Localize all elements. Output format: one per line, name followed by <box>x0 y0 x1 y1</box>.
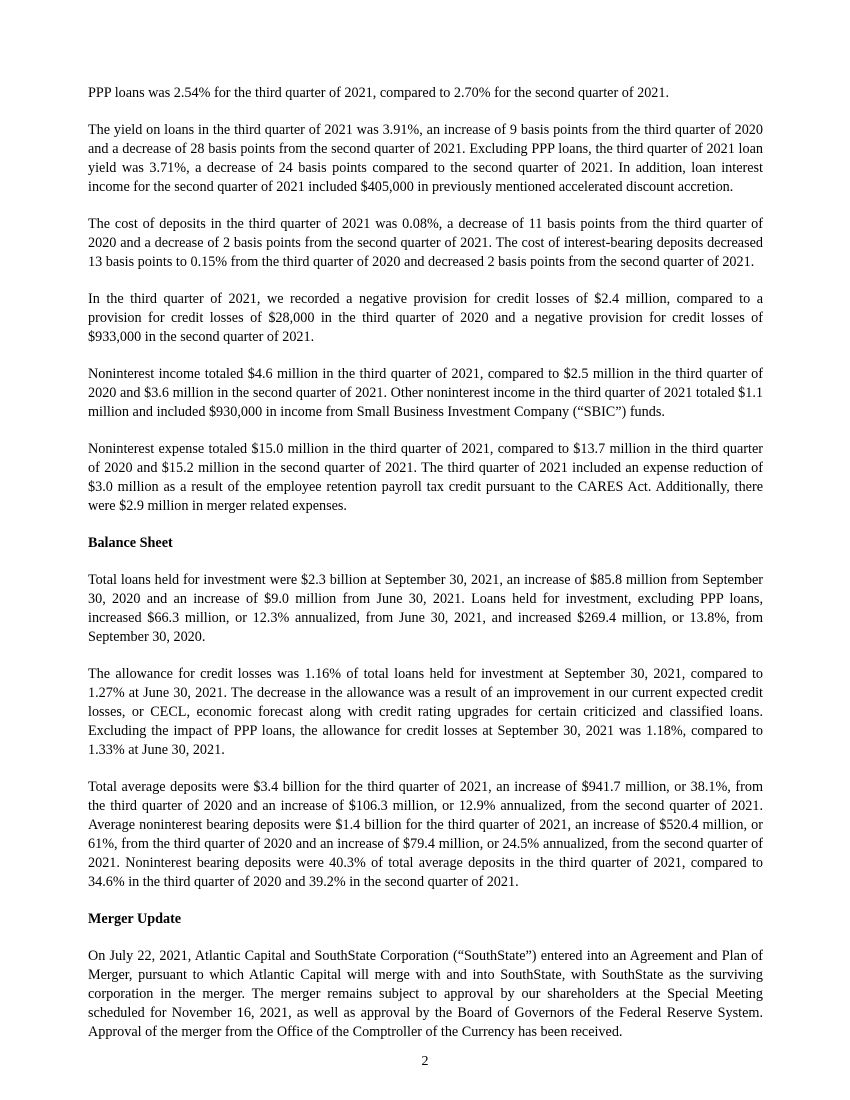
paragraph-allowance-credit-losses: The allowance for credit losses was 1.16% of total loans held for investment at September 30, 2021, compared to 1.27% at June 30, 2021. The decrease in the allowance was a result of an improvement in our current expected credit losses, or CECL, economic forecast along with credit rating upgrades for certain criticized and classified loans. Excluding the impact of PPP loans, the allowance for credit losses at September 30, 2021 was 1.18%, compared to 1.33% at June 30, 2021. <box>88 666 763 758</box>
paragraph-total-loans: Total loans held for investment were $2.3 billion at September 30, 2021, an increase of $85.8 million from September 30, 2020 and an increase of $9.0 million from June 30, 2021. Loans held for investment, excluding PPP loans, increased $66.3 million, or 12.3% annualized, from June 30, 2021, and increased $269.4 million, or 13.8%, from September 30, 2020. <box>88 572 763 645</box>
heading-merger-update: Merger Update <box>88 911 182 927</box>
paragraph-noninterest-expense: Noninterest expense totaled $15.0 million in the third quarter of 2021, compared to $13.7 million in the third quarter of 2020 and $15.2 million in the second quarter of 2021. The third quarter of 2021 included an expense reduction of $3.0 million as a result of the employee retention payroll tax credit pursuant to the CARES Act. Additionally, there were $2.9 million in merger related expenses. <box>88 441 763 514</box>
paragraph-loan-yield: The yield on loans in the third quarter of 2021 was 3.91%, an increase of 9 basis points from the third quarter of 2020 and a decrease of 28 basis points from the second quarter of 2021. Excluding PPP loans, the third quarter of 2021 loan yield was 3.71%, a decrease of 24 basis points compared to the second quarter of 2021. In addition, loan interest income for the second quarter of 2021 included $405,000 in previously mentioned accelerated discount accretion. <box>88 122 763 195</box>
paragraph-merger-agreement: On July 22, 2021, Atlantic Capital and SouthState Corporation (“SouthState”) entered into an Agreement and Plan of Merger, pursuant to which Atlantic Capital will merge with and into SouthState, with SouthState as the surviving corporation in the merger. The merger remains subject to approval by our shareholders at the Special Meeting scheduled for November 16, 2021, as well as approval by the Board of Governors of the Federal Reserve System. Approval of the merger from the Office of the Comptroller of the Currency has been received. <box>88 948 763 1040</box>
paragraph-average-deposits: Total average deposits were $3.4 billion for the third quarter of 2021, an increase of $941.7 million, or 38.1%, from the third quarter of 2020 and an increase of $106.3 million, or 12.9% annualized, from the second quarter of 2021. Average noninterest bearing deposits were $1.4 billion for the third quarter of 2021, an increase of $520.4 million, or 61%, from the third quarter of 2020 and an increase of $79.4 million, or 24.5% annualized, from the second quarter of 2021. Noninterest bearing deposits were 40.3% of total average deposits in the third quarter of 2021, compared to 34.6% in the third quarter of 2020 and 39.2% in the second quarter of 2021. <box>88 779 763 890</box>
paragraph-provision-credit-losses: In the third quarter of 2021, we recorded a negative provision for credit losses of $2.4 million, compared to a provision for credit losses of $28,000 in the third quarter of 2020 and a negative provision for credit losses of $933,000 in the second quarter of 2021. <box>88 291 763 345</box>
page-number: 2 <box>421 1054 429 1069</box>
paragraph-ppp-loans: PPP loans was 2.54% for the third quarter of 2021, compared to 2.70% for the second quarter of 2021. <box>88 85 670 101</box>
paragraph-cost-of-deposits: The cost of deposits in the third quarter of 2021 was 0.08%, a decrease of 11 basis points from the third quarter of 2020 and a decrease of 2 basis points from the second quarter of 2021. The cost of interest-bearing deposits decreased 13 basis points to 0.15% from the third quarter of 2020 and decreased 2 basis points from the second quarter of 2021. <box>88 216 763 270</box>
paragraph-noninterest-income: Noninterest income totaled $4.6 million in the third quarter of 2021, compared to $2.5 million in the third quarter of 2020 and $3.6 million in the second quarter of 2021. Other noninterest income in the third quarter of 2021 totaled $1.1 million and included $930,000 in income from Small Business Investment Company (“SBIC”) funds. <box>88 366 763 420</box>
document-body <box>88 84 763 1060</box>
heading-balance-sheet: Balance Sheet <box>88 535 173 551</box>
